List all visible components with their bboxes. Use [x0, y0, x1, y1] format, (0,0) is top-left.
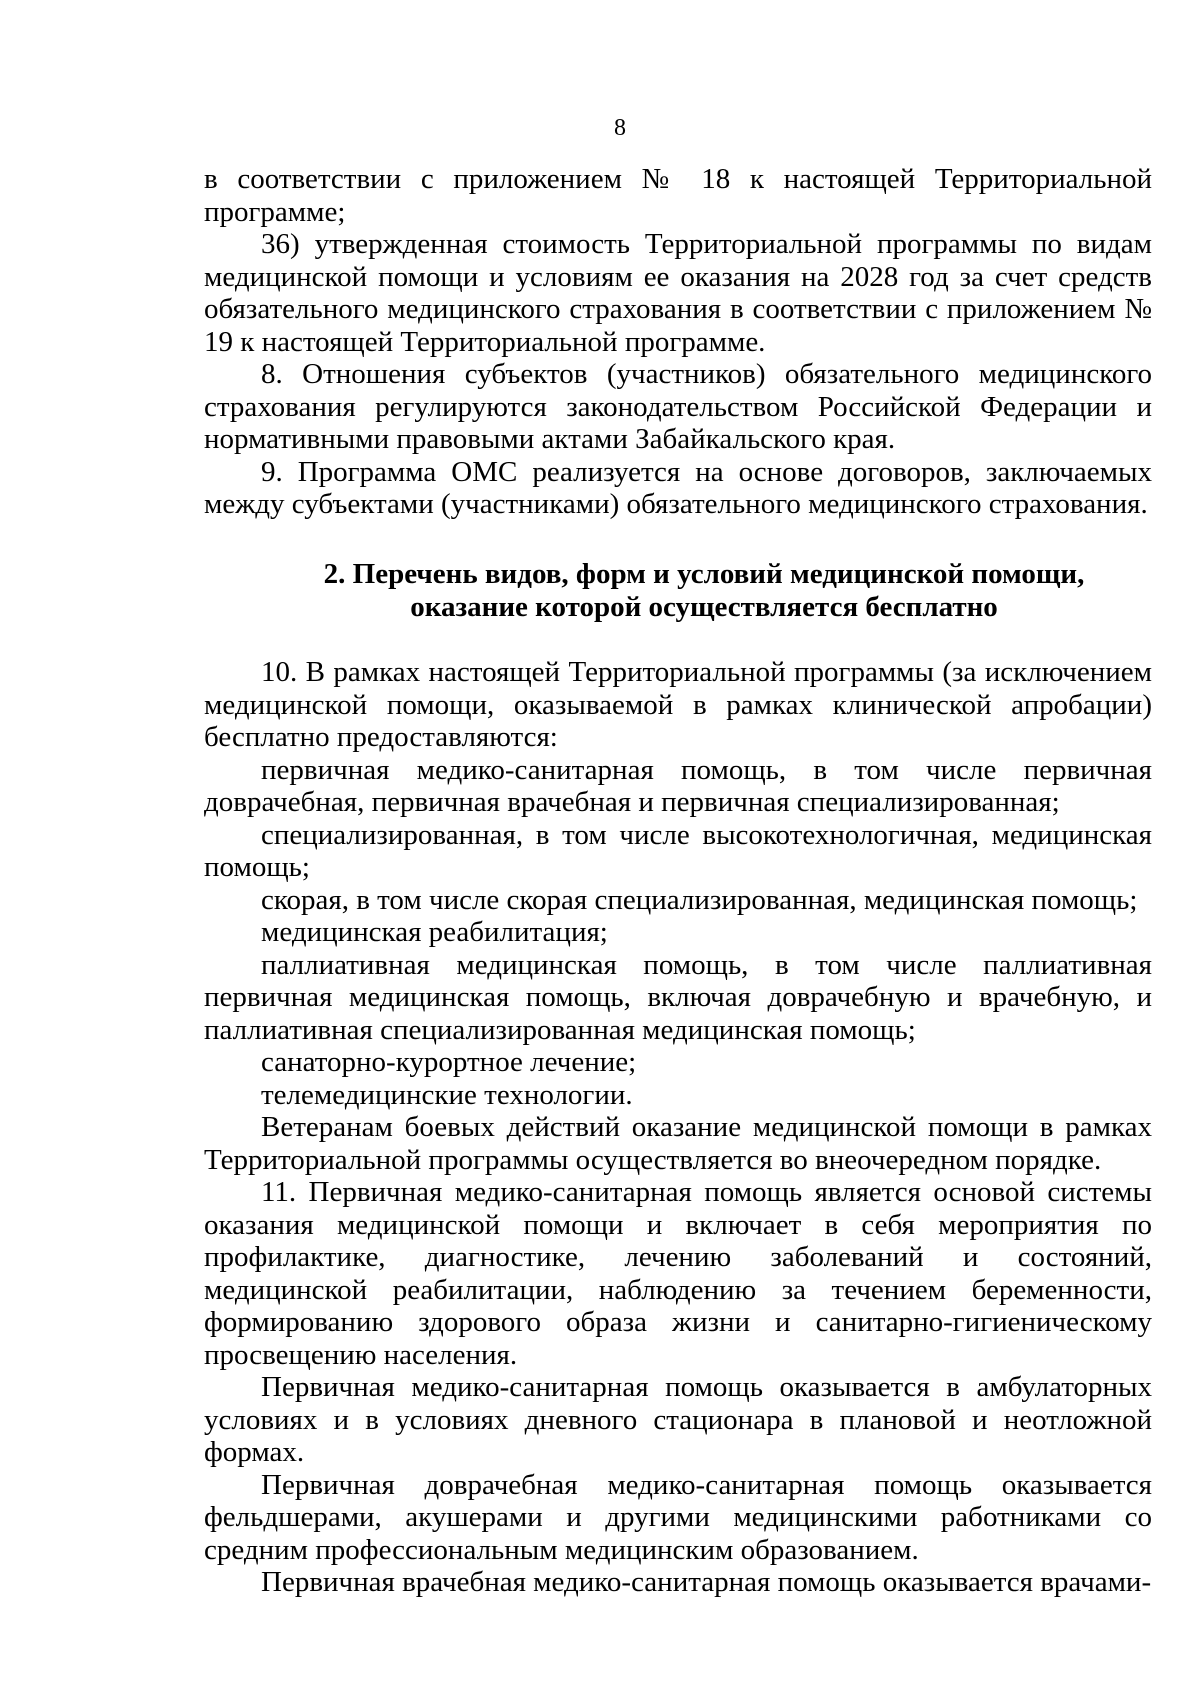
- list-item: первичная медико-санитарная помощь, в том числе первичная доврачебная, первичная врачебная и первичная специализированная;: [204, 753, 1152, 818]
- list-item: специализированная, в том числе высокотехнологичная, медицинская помощь;: [204, 818, 1152, 883]
- section-heading-line: 2. Перечень видов, форм и условий медицинской помощи,: [323, 558, 1085, 590]
- list-item: паллиативная медицинская помощь, в том числе паллиативная первичная медицинская помощь, включая доврачебную и врачебную, и паллиативная специализированная медицинская помощь;: [204, 948, 1152, 1046]
- page-number: 8: [614, 115, 626, 141]
- top-text-block: [204, 163, 1152, 521]
- paragraph: 11. Первичная медико-санитарная помощь является основой системы оказания медицинской помощи и включает в себя мероприятия по профилактике, диагностике, лечению заболеваний и состояний, медицинской реабилитации, наблюдению за течением беременности, формированию здорового образа жизни и санитарно-гигиеническому просвещению населения.: [204, 1176, 1152, 1371]
- paragraph: Ветеранам боевых действий оказание медицинской помощи в рамках Территориальной программы осуществляется во внеочередном порядке.: [204, 1111, 1152, 1176]
- paragraph: 10. В рамках настоящей Территориальной программы (за исключением медицинской помощи, оказываемой в рамках клинической апробации) бесплатно предоставляются:: [204, 656, 1152, 753]
- paragraph: Первичная медико-санитарная помощь оказывается в амбулаторных условиях и в условиях дневного стационара в плановой и неотложной формах.: [204, 1371, 1152, 1468]
- paragraph: 36) утвержденная стоимость Территориальной программы по видам медицинской помощи и условиям ее оказания на 2028 год за счет средств обязательного медицинского страхования в соответствии с приложением № 19 к настоящей Территориальной программе.: [204, 228, 1152, 358]
- list-item: санаторно-курортное лечение;: [261, 1046, 637, 1078]
- paragraph: Первичная доврачебная медико-санитарная помощь оказывается фельдшерами, акушерами и другими медицинскими работниками со средним профессиональным медицинским образованием.: [204, 1468, 1152, 1566]
- section-heading-line: оказание которой осуществляется бесплатно: [410, 590, 998, 623]
- paragraph: Первичная врачебная медико-санитарная помощь оказывается врачами-: [261, 1566, 1152, 1598]
- paragraph: 9. Программа ОМС реализуется на основе договоров, заключаемых между субъектами (участниками) обязательного медицинского страхования.: [204, 455, 1152, 520]
- section-heading: [204, 558, 1200, 623]
- list-item: телемедицинские технологии.: [261, 1078, 633, 1111]
- list-item: скорая, в том числе скорая специализированная, медицинская помощь;: [261, 883, 1138, 916]
- body-text-block: [204, 656, 1152, 1599]
- paragraph: 8. Отношения субъектов (участников) обязательного медицинского страхования регулируются законодательством Российской Федерации и нормативными правовыми актами Забайкальского края.: [204, 358, 1152, 455]
- list-item: медицинская реабилитация;: [261, 916, 608, 948]
- paragraph: в соответствии с приложением № 18 к настоящей Территориальной программе;: [204, 163, 1152, 228]
